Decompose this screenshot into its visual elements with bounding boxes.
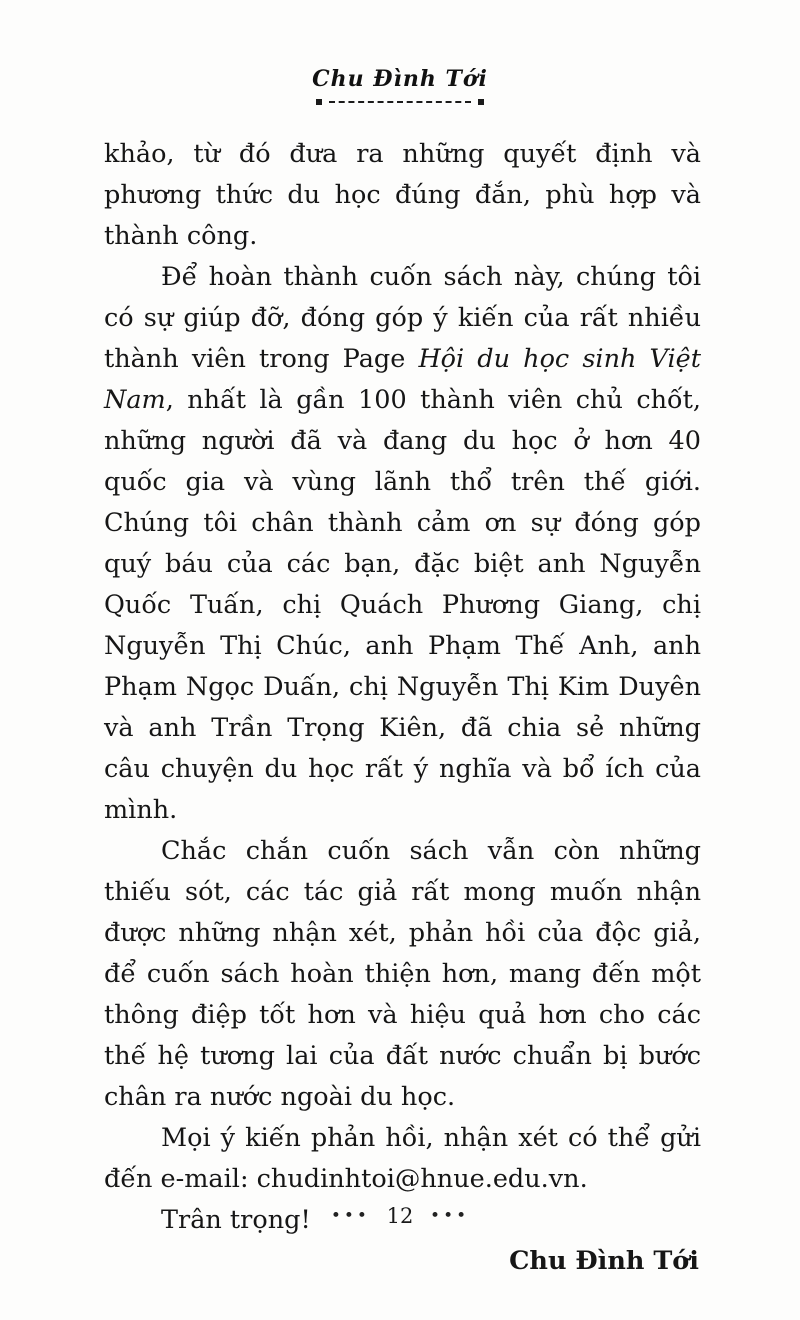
page-number: 12 xyxy=(386,1204,414,1228)
rule-dashes xyxy=(329,101,471,103)
paragraph-acknowledgements-rest: , nhất là gần 100 thành viên chủ chốt, những người đã và đang du học ở hơn 40 quốc gia và vùng lãnh thổ trên thế giới. Chúng tôi chân thành cảm ơn sự đóng góp quý báu của các bạn, đặc biệt anh Nguyễn Quốc Tuấn, chị Quách Phương Giang, chị Nguyễn Thị Chúc, anh Phạm Thế Anh, anh Phạm Ngọc Duấn, chị Nguyễn Thị Kim Duyên và anh Trần Trọng Kiên, đã chia sẻ những câu chuyện du học rất ý nghĩa và bổ ích của mình. xyxy=(104,385,701,825)
footer-ornament-left: ••• xyxy=(330,1206,370,1226)
paragraph-contact-email: Mọi ý kiến phản hồi, nhận xét có thể gửi đến e-mail: chudinhtoi@hnue.edu.vn. xyxy=(104,1123,701,1194)
header-author-name: Chu Đình Tới xyxy=(312,66,488,92)
paragraph-acknowledgements-lead: Để hoàn thành cuốn sách này, chúng tôi có sự giúp đỡ, đóng góp ý kiến của rất nhiều thành viên trong Page xyxy=(104,262,701,374)
author-signature: Chu Đình Tới xyxy=(509,1246,699,1276)
page-name-italic: Hội du học sinh Việt Nam xyxy=(104,344,701,415)
running-header xyxy=(0,66,800,105)
paragraph-closing: Trân trọng! xyxy=(161,1205,311,1235)
footer-ornament-right: ••• xyxy=(430,1206,470,1226)
rule-square-left xyxy=(316,99,322,105)
header-dashed-rule xyxy=(316,99,484,105)
paragraph-continuation: khảo, từ đó đưa ra những quyết định và phương thức du học đúng đắn, phù hợp và thành công. xyxy=(104,139,701,251)
rule-square-right xyxy=(478,99,484,105)
paragraph-acknowledgements xyxy=(104,257,701,831)
page-footer xyxy=(0,1204,800,1228)
paragraph-feedback-request: Chắc chắn cuốn sách vẫn còn những thiếu sót, các tác giả rất mong muốn nhận được những nhận xét, phản hồi của độc giả, để cuốn sách hoàn thiện hơn, mang đến một thông điệp tốt hơn và hiệu quả hơn cho các thế hệ tương lai của đất nước chuẩn bị bước chân ra nước ngoài du học. xyxy=(104,836,701,1112)
page-body-text xyxy=(104,134,701,1282)
